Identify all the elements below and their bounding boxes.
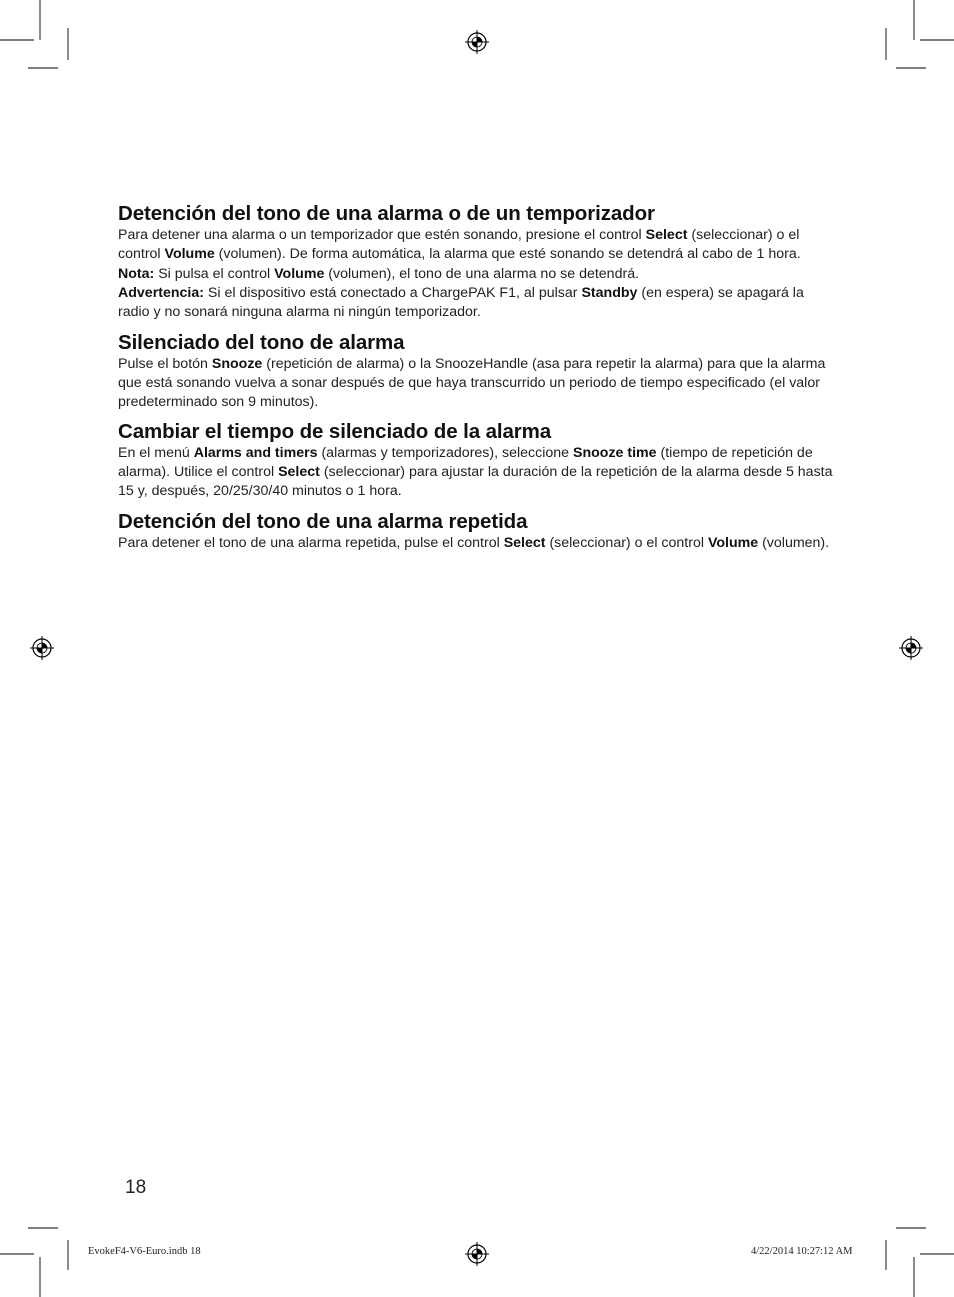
body-paragraph <box>118 355 834 411</box>
text-run: Si el dispositivo está conectado a ChargePAK F1, al pulsar <box>203 285 582 302</box>
bold-term: Snooze <box>211 355 263 372</box>
registration-mark-icon <box>30 636 54 660</box>
section <box>118 331 834 411</box>
registration-mark-icon <box>899 636 923 660</box>
bold-term: Advertencia: <box>118 285 204 302</box>
body-paragraph <box>118 534 834 553</box>
text-run: (volumen), el tono de una alarma no se detendrá. <box>324 265 640 282</box>
section-heading: Cambiar el tiempo de silenciado de la alarma <box>118 420 552 444</box>
text-run: (tiempo de repetición de alarma). Utilice el control <box>118 445 813 481</box>
bold-term: Select <box>645 227 688 243</box>
bold-term: Select <box>278 464 320 481</box>
body-paragraph <box>118 444 834 500</box>
body-paragraph <box>118 265 834 284</box>
body-paragraph <box>118 284 834 322</box>
text-run: (seleccionar) o el control <box>118 227 800 262</box>
text-run: Si pulsa el control <box>154 265 275 282</box>
text-run: Para detener el tono de una alarma repetida, pulse el control <box>118 534 504 551</box>
section <box>118 420 834 500</box>
registration-mark-icon <box>465 1242 489 1266</box>
body-paragraph <box>118 226 834 264</box>
text-run: (en espera) se apagará la radio y no sonará ninguna alarma ni ningún temporizador. <box>118 285 804 321</box>
bold-term: Select <box>503 534 546 551</box>
slug-timestamp: 4/22/2014 10:27:12 AM <box>751 1246 853 1257</box>
text-run: (volumen). De forma automática, la alarma que esté sonando se detendrá al cabo de 1 hora. <box>214 245 801 262</box>
bold-term: Volume <box>164 245 215 262</box>
text-run: (seleccionar) o el control <box>545 534 708 551</box>
bold-term: Snooze time <box>573 445 657 462</box>
section-heading: Detención del tono de una alarma o de un temporizador <box>118 202 655 225</box>
text-run: (volumen). <box>758 534 830 551</box>
bold-term: Standby <box>581 285 638 302</box>
registration-mark-icon <box>465 30 489 54</box>
bold-term: Volume <box>707 534 759 551</box>
bold-term: Alarms and timers <box>193 445 318 462</box>
text-run: Para detener una alarma o un temporizador que estén sonando, presione el control <box>118 227 646 243</box>
text-run: (repetición de alarma) o la SnoozeHandle (asa para repetir la alarma) para que la alarma que está sonando vuelva a sonar después de que haya transcurrido un periodo de tiempo especificado (el valor predeterminado son 9 minutos). <box>118 355 826 410</box>
bold-term: Volume <box>274 265 325 282</box>
page-number: 18 <box>125 1177 147 1198</box>
slug-filename: EvokeF4-V6-Euro.indb 18 <box>88 1246 201 1257</box>
text-run: (seleccionar) para ajustar la duración de la repetición de la alarma desde 5 hasta 15 y, después, 20/25/30/40 minutos o 1 hora. <box>118 464 833 499</box>
section <box>118 202 834 322</box>
text-run: (alarmas y temporizadores), seleccione <box>317 445 573 462</box>
section <box>118 510 834 553</box>
main-content <box>118 202 834 553</box>
section-heading: Detención del tono de una alarma repetida <box>118 509 528 533</box>
text-run: Pulse el botón <box>118 355 212 372</box>
bold-term: Nota: <box>118 265 155 282</box>
section-heading: Silenciado del tono de alarma <box>118 330 405 354</box>
text-run: En el menú <box>118 445 194 462</box>
